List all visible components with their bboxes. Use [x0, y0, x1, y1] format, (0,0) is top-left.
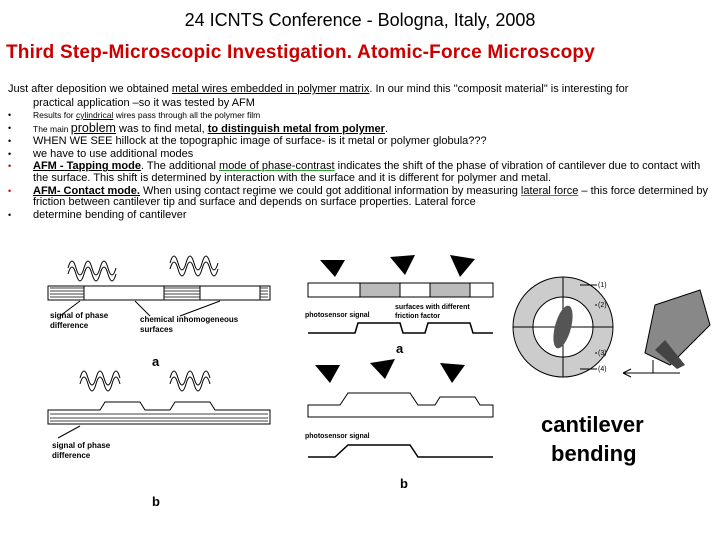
tapping-mode-figure — [40, 238, 280, 518]
bullet-item: • we have to use additional modes — [8, 147, 194, 160]
svg-text:(4): (4) — [598, 366, 607, 373]
bullet-item: • The main problem was to find metal, to distinguish metal from polymer. — [8, 120, 388, 135]
caption-line-1: cantilever — [541, 412, 644, 437]
intro-text-b: . In our mind this "composit material" is interesting for — [369, 83, 629, 95]
label-a: a — [152, 354, 160, 369]
svg-text:(3): (3) — [598, 350, 607, 357]
intro-line-1 — [8, 82, 708, 96]
contact-mode-figure — [300, 245, 500, 500]
label-a-mid: a — [396, 341, 404, 356]
bullet-item: • AFM - Tapping mode. The additional mode of phase-contrast indicates the shift of the phase of vibration of cantilever due to contact with the surface. This shift is determined by interaction with the surface and it is different for polymer and metal. — [8, 160, 701, 184]
phase-label-b: signal of phase difference — [52, 441, 111, 460]
bullet-item: • determine bending of cantilever — [8, 208, 187, 221]
svg-text:(2): (2) — [598, 302, 607, 309]
friction-label: surfaces with different friction factor — [395, 304, 470, 320]
bullet-item: • AFM- Contact mode. When using contact regime we could got additional information by measuring lateral force – this force determined by friction between cantilever tip and surface and depends on surface properties. Lateral force — [8, 184, 708, 209]
bullet-list — [8, 110, 713, 222]
cantilever-tip-icon — [320, 255, 475, 277]
photo-label: photosensor signal — [305, 312, 370, 319]
photo-signal-line — [308, 323, 493, 333]
wave-signal-icon — [68, 256, 218, 281]
label-b: b — [152, 494, 160, 509]
photo-label-b: photosensor signal — [305, 433, 370, 440]
svg-text:(1): (1) — [598, 282, 607, 289]
cantilever-figure — [505, 265, 715, 405]
intro-paragraph — [8, 82, 708, 110]
chem-label: chemical inhomogeneous surfaces — [140, 315, 239, 334]
label-b-mid: b — [400, 476, 408, 491]
slide-title: Third Step-Microscopic Investigation. Atomic-Force Microscopy — [6, 42, 595, 63]
wave-signal-icon-b — [80, 371, 210, 391]
cantilever-bending-caption — [541, 410, 644, 468]
caption-line-2: bending — [551, 441, 637, 466]
bullet-item: • Results for cylindrical wires pass through all the polymer film — [8, 110, 261, 120]
bullet-item: • WHEN WE SEE hillock at the topographic image of surface- is it metal or polymer globula??? — [8, 135, 487, 148]
intro-link: metal wires embedded in polymer matrix — [171, 83, 370, 95]
intro-line-2: practical application –so it was tested by AFM — [33, 97, 255, 109]
cantilever-icon — [645, 290, 710, 365]
phase-label: signal of phase difference — [50, 311, 109, 330]
conference-header: 24 ICNTS Conference - Bologna, Italy, 2008 — [184, 10, 536, 30]
intro-text-a: Just after deposition we obtained — [8, 83, 172, 95]
